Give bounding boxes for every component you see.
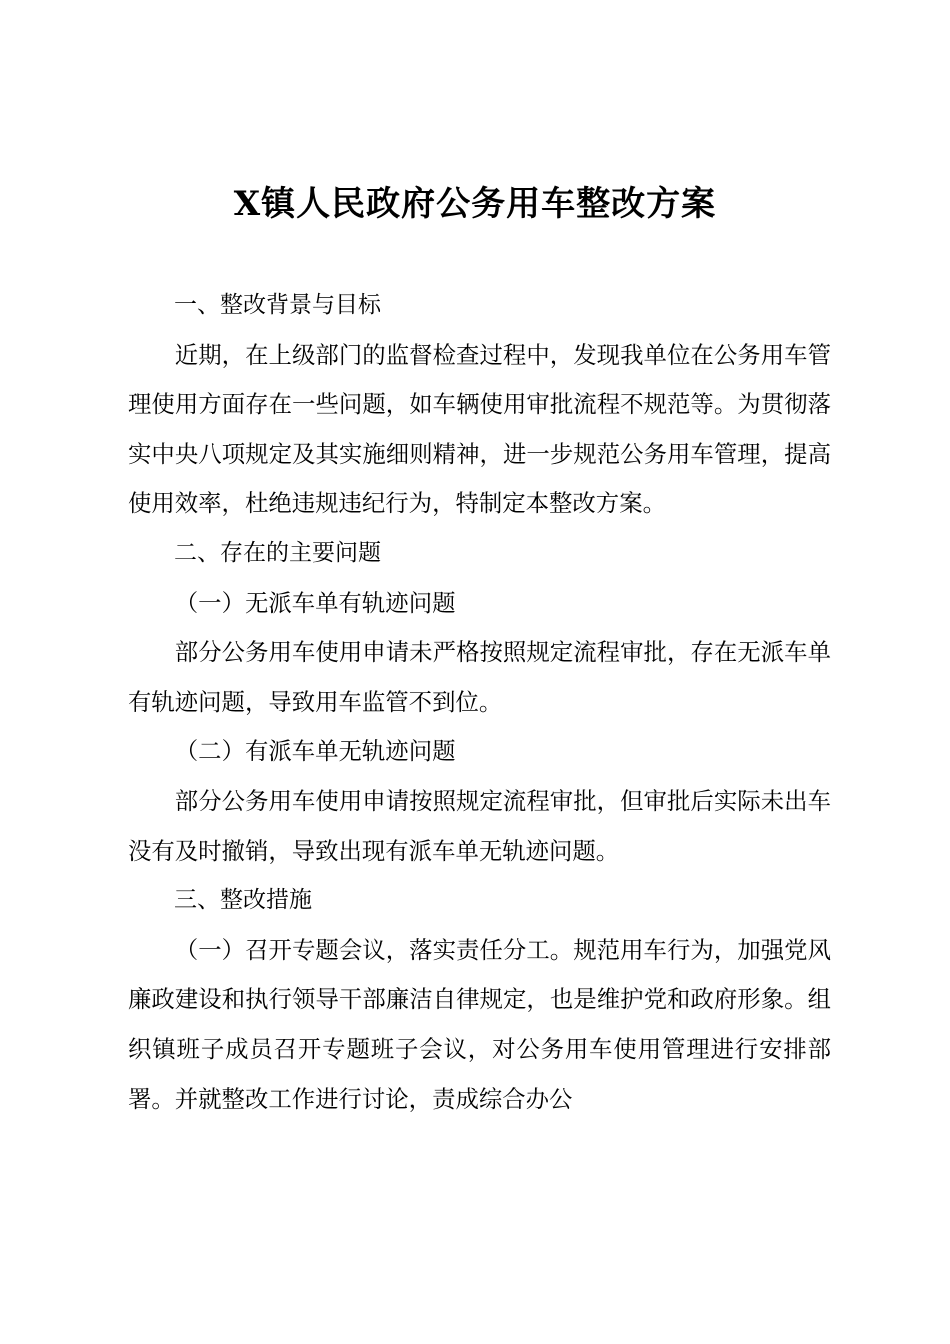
document-title: X镇人民政府公务用车整改方案 <box>233 184 717 224</box>
document-body <box>128 281 831 1124</box>
section-heading-measures: 三、整改措施 <box>174 887 312 914</box>
paragraph-measures: （一）召开专题会议，落实责任分工。规范用车行为，加强党风廉政建设和执行领导干部廉洁自律规定，也是维护党和政府形象。组织镇班子成员召开专题班子会议，对公务用车使用管理进行安排部署。并就整改工作进行讨论，责成综合办公 <box>128 935 831 1113</box>
paragraph-no-dispatch-slip: 部分公务用车使用申请未严格按照规定流程审批，存在无派车单有轨迹问题，导致用车监管不到位。 <box>128 638 831 716</box>
subsection-heading-no-trajectory: （二）有派车单无轨迹问题 <box>174 737 456 766</box>
paragraph-background: 近期，在上级部门的监督检查过程中，发现我单位在公务用车管理使用方面存在一些问题，如车辆使用审批流程不规范等。为贯彻落实中央八项规定及其实施细则精神，进一步规范公务用车管理，提高使用效率，杜绝违规违纪行为，特制定本整改方案。 <box>128 340 831 518</box>
section-heading-problems: 二、存在的主要问题 <box>174 539 381 566</box>
section-heading-background: 一、整改背景与目标 <box>174 292 381 318</box>
paragraph-no-trajectory: 部分公务用车使用申请按照规定流程审批，但审批后实际未出车没有及时撤销，导致出现有派车单无轨迹问题。 <box>128 786 831 865</box>
subsection-heading-no-dispatch-slip: （一）无派车单有轨迹问题 <box>174 588 456 617</box>
